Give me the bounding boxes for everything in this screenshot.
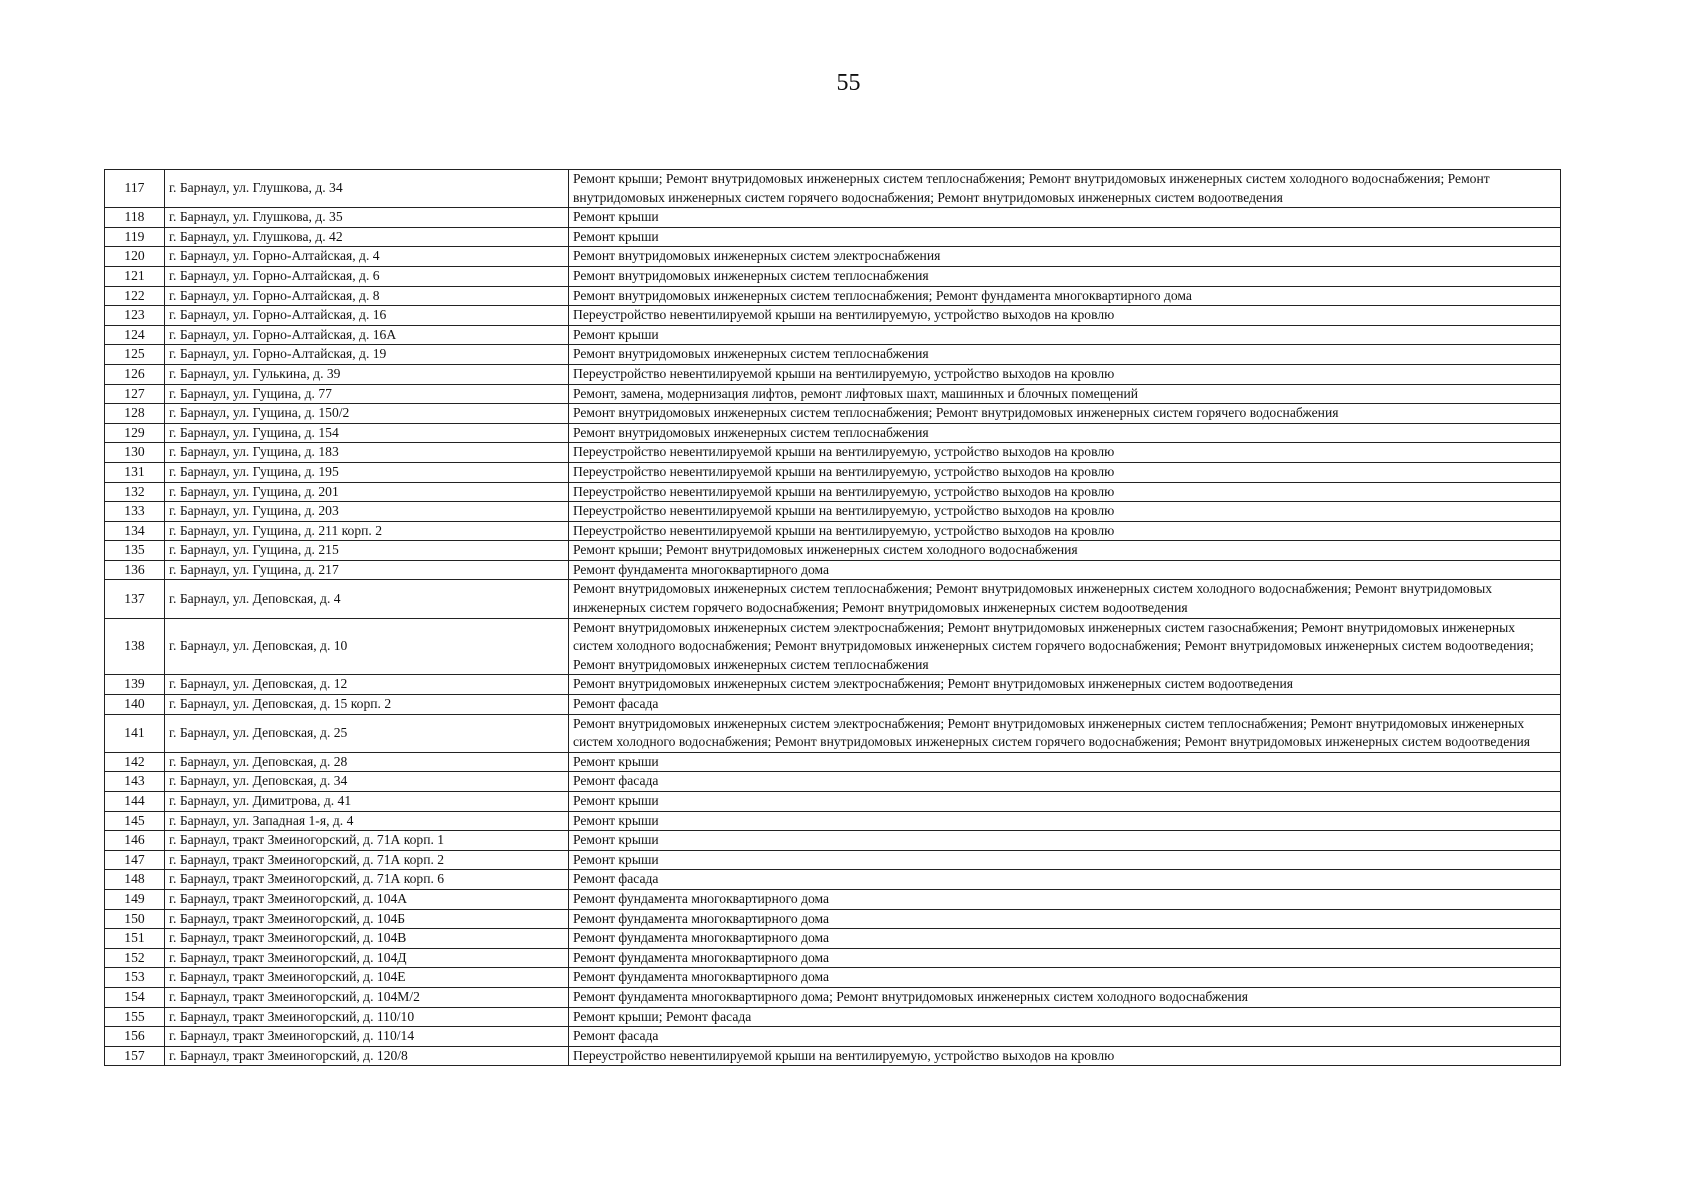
- row-number-cell: 152: [105, 948, 165, 968]
- row-number-cell: 154: [105, 987, 165, 1007]
- work-type-cell: Ремонт крыши; Ремонт фасада: [569, 1007, 1561, 1027]
- work-type-cell: Ремонт крыши: [569, 752, 1561, 772]
- row-number-cell: 149: [105, 889, 165, 909]
- work-type-cell: Ремонт внутридомовых инженерных систем теплоснабжения; Ремонт внутридомовых инженерных систем холодного водоснабжения; Ремонт внутридомовых инженерных систем горячего водоснабжения; Ремонт внутридомовых инженерных систем водоотведения: [569, 580, 1561, 618]
- work-type-cell: Ремонт крыши: [569, 831, 1561, 851]
- work-type-cell: Переустройство невентилируемой крыши на вентилируемую, устройство выходов на кровлю: [569, 521, 1561, 541]
- row-number-cell: 133: [105, 502, 165, 522]
- table-row: [105, 889, 1561, 909]
- table-row: [105, 772, 1561, 792]
- table-row: [105, 792, 1561, 812]
- work-type-cell: Ремонт внутридомовых инженерных систем теплоснабжения: [569, 423, 1561, 443]
- work-type-cell: Ремонт фундамента многоквартирного дома: [569, 968, 1561, 988]
- address-cell: г. Барнаул, ул. Димитрова, д. 41: [165, 792, 569, 812]
- row-number-cell: 145: [105, 811, 165, 831]
- work-type-cell: Ремонт фасада: [569, 695, 1561, 715]
- table-row: [105, 462, 1561, 482]
- address-cell: г. Барнаул, ул. Глушкова, д. 34: [165, 170, 569, 208]
- work-type-cell: Ремонт фундамента многоквартирного дома: [569, 929, 1561, 949]
- table-row: [105, 811, 1561, 831]
- row-number-cell: 131: [105, 462, 165, 482]
- table-row: [105, 364, 1561, 384]
- table-row: [105, 227, 1561, 247]
- work-type-cell: Ремонт внутридомовых инженерных систем теплоснабжения: [569, 266, 1561, 286]
- table-row: [105, 987, 1561, 1007]
- work-type-cell: Ремонт фасада: [569, 1027, 1561, 1047]
- work-type-cell: Переустройство невентилируемой крыши на вентилируемую, устройство выходов на кровлю: [569, 502, 1561, 522]
- address-cell: г. Барнаул, ул. Деповская, д. 28: [165, 752, 569, 772]
- row-number-cell: 134: [105, 521, 165, 541]
- address-cell: г. Барнаул, тракт Змеиногорский, д. 120/8: [165, 1046, 569, 1066]
- row-number-cell: 153: [105, 968, 165, 988]
- row-number-cell: 130: [105, 443, 165, 463]
- row-number-cell: 118: [105, 208, 165, 228]
- row-number-cell: 132: [105, 482, 165, 502]
- work-type-cell: Ремонт крыши: [569, 227, 1561, 247]
- row-number-cell: 119: [105, 227, 165, 247]
- table-row: [105, 208, 1561, 228]
- work-type-cell: Ремонт внутридомовых инженерных систем электроснабжения; Ремонт внутридомовых инженерных систем водоотведения: [569, 675, 1561, 695]
- table-row: [105, 870, 1561, 890]
- row-number-cell: 127: [105, 384, 165, 404]
- work-type-cell: Ремонт крыши; Ремонт внутридомовых инженерных систем холодного водоснабжения: [569, 541, 1561, 561]
- row-number-cell: 128: [105, 404, 165, 424]
- work-type-cell: Ремонт фасада: [569, 772, 1561, 792]
- address-cell: г. Барнаул, ул. Гущина, д. 150/2: [165, 404, 569, 424]
- row-number-cell: 117: [105, 170, 165, 208]
- table-row: [105, 850, 1561, 870]
- row-number-cell: 121: [105, 266, 165, 286]
- row-number-cell: 148: [105, 870, 165, 890]
- document-sheet: [104, 169, 1561, 1066]
- row-number-cell: 126: [105, 364, 165, 384]
- address-cell: г. Барнаул, ул. Деповская, д. 25: [165, 714, 569, 752]
- address-cell: г. Барнаул, ул. Гущина, д. 154: [165, 423, 569, 443]
- table-row: [105, 170, 1561, 208]
- table-row: [105, 695, 1561, 715]
- repair-table: [104, 169, 1561, 1066]
- work-type-cell: Ремонт крыши: [569, 325, 1561, 345]
- table-row: [105, 384, 1561, 404]
- row-number-cell: 129: [105, 423, 165, 443]
- table-row: [105, 325, 1561, 345]
- table-row: [105, 1046, 1561, 1066]
- address-cell: г. Барнаул, ул. Гущина, д. 215: [165, 541, 569, 561]
- address-cell: г. Барнаул, тракт Змеиногорский, д. 104В: [165, 929, 569, 949]
- address-cell: г. Барнаул, ул. Горно-Алтайская, д. 8: [165, 286, 569, 306]
- address-cell: г. Барнаул, ул. Гущина, д. 203: [165, 502, 569, 522]
- address-cell: г. Барнаул, тракт Змеиногорский, д. 110/10: [165, 1007, 569, 1027]
- row-number-cell: 151: [105, 929, 165, 949]
- table-row: [105, 247, 1561, 267]
- row-number-cell: 150: [105, 909, 165, 929]
- work-type-cell: Ремонт крыши: [569, 792, 1561, 812]
- address-cell: г. Барнаул, ул. Деповская, д. 15 корп. 2: [165, 695, 569, 715]
- work-type-cell: Ремонт фундамента многоквартирного дома; Ремонт внутридомовых инженерных систем холодного водоснабжения: [569, 987, 1561, 1007]
- table-row: [105, 929, 1561, 949]
- table-row: [105, 948, 1561, 968]
- work-type-cell: Ремонт крыши: [569, 811, 1561, 831]
- row-number-cell: 147: [105, 850, 165, 870]
- work-type-cell: Ремонт, замена, модернизация лифтов, ремонт лифтовых шахт, машинных и блочных помещений: [569, 384, 1561, 404]
- work-type-cell: Ремонт крыши; Ремонт внутридомовых инженерных систем теплоснабжения; Ремонт внутридомовых инженерных систем холодного водоснабжения; Ремонт внутридомовых инженерных систем горячего водоснабжения; Ремонт внутридомовых инженерных систем водоотведения: [569, 170, 1561, 208]
- work-type-cell: Ремонт внутридомовых инженерных систем электроснабжения: [569, 247, 1561, 267]
- table-row: [105, 502, 1561, 522]
- table-row: [105, 266, 1561, 286]
- row-number-cell: 122: [105, 286, 165, 306]
- address-cell: г. Барнаул, ул. Деповская, д. 34: [165, 772, 569, 792]
- table-row: [105, 482, 1561, 502]
- row-number-cell: 123: [105, 306, 165, 326]
- row-number-cell: 137: [105, 580, 165, 618]
- row-number-cell: 120: [105, 247, 165, 267]
- row-number-cell: 141: [105, 714, 165, 752]
- address-cell: г. Барнаул, ул. Гущина, д. 201: [165, 482, 569, 502]
- address-cell: г. Барнаул, ул. Гущина, д. 217: [165, 560, 569, 580]
- row-number-cell: 144: [105, 792, 165, 812]
- address-cell: г. Барнаул, ул. Деповская, д. 10: [165, 618, 569, 675]
- table-row: [105, 1007, 1561, 1027]
- work-type-cell: Переустройство невентилируемой крыши на вентилируемую, устройство выходов на кровлю: [569, 462, 1561, 482]
- address-cell: г. Барнаул, ул. Гущина, д. 195: [165, 462, 569, 482]
- table-row: [105, 560, 1561, 580]
- address-cell: г. Барнаул, ул. Гущина, д. 211 корп. 2: [165, 521, 569, 541]
- table-row: [105, 541, 1561, 561]
- work-type-cell: Ремонт крыши: [569, 208, 1561, 228]
- table-row: [105, 714, 1561, 752]
- address-cell: г. Барнаул, ул. Глушкова, д. 42: [165, 227, 569, 247]
- address-cell: г. Барнаул, ул. Горно-Алтайская, д. 6: [165, 266, 569, 286]
- work-type-cell: Переустройство невентилируемой крыши на вентилируемую, устройство выходов на кровлю: [569, 443, 1561, 463]
- address-cell: г. Барнаул, ул. Глушкова, д. 35: [165, 208, 569, 228]
- address-cell: г. Барнаул, ул. Горно-Алтайская, д. 19: [165, 345, 569, 365]
- work-type-cell: Ремонт внутридомовых инженерных систем теплоснабжения: [569, 345, 1561, 365]
- work-type-cell: Ремонт фундамента многоквартирного дома: [569, 889, 1561, 909]
- work-type-cell: Ремонт фундамента многоквартирного дома: [569, 560, 1561, 580]
- address-cell: г. Барнаул, тракт Змеиногорский, д. 110/14: [165, 1027, 569, 1047]
- address-cell: г. Барнаул, тракт Змеиногорский, д. 104Д: [165, 948, 569, 968]
- table-row: [105, 1027, 1561, 1047]
- address-cell: г. Барнаул, тракт Змеиногорский, д. 104Е: [165, 968, 569, 988]
- page-number: 55: [836, 70, 861, 96]
- table-row: [105, 443, 1561, 463]
- table-row: [105, 423, 1561, 443]
- row-number-cell: 124: [105, 325, 165, 345]
- address-cell: г. Барнаул, ул. Гущина, д. 183: [165, 443, 569, 463]
- table-row: [105, 831, 1561, 851]
- table-row: [105, 675, 1561, 695]
- row-number-cell: 146: [105, 831, 165, 851]
- address-cell: г. Барнаул, тракт Змеиногорский, д. 104М/2: [165, 987, 569, 1007]
- table-row: [105, 968, 1561, 988]
- row-number-cell: 157: [105, 1046, 165, 1066]
- work-type-cell: Ремонт фасада: [569, 870, 1561, 890]
- address-cell: г. Барнаул, тракт Змеиногорский, д. 104Б: [165, 909, 569, 929]
- address-cell: г. Барнаул, ул. Горно-Алтайская, д. 16А: [165, 325, 569, 345]
- table-row: [105, 580, 1561, 618]
- row-number-cell: 125: [105, 345, 165, 365]
- work-type-cell: Ремонт фундамента многоквартирного дома: [569, 948, 1561, 968]
- address-cell: г. Барнаул, ул. Горно-Алтайская, д. 4: [165, 247, 569, 267]
- address-cell: г. Барнаул, ул. Деповская, д. 12: [165, 675, 569, 695]
- work-type-cell: Ремонт внутридомовых инженерных систем электроснабжения; Ремонт внутридомовых инженерных систем теплоснабжения; Ремонт внутридомовых инженерных систем холодного водоснабжения; Ремонт внутридомовых инженерных систем горячего водоснабжения; Ремонт внутридомовых инженерных систем водоотведения: [569, 714, 1561, 752]
- work-type-cell: Переустройство невентилируемой крыши на вентилируемую, устройство выходов на кровлю: [569, 306, 1561, 326]
- table-row: [105, 909, 1561, 929]
- table-row: [105, 618, 1561, 675]
- work-type-cell: Ремонт фундамента многоквартирного дома: [569, 909, 1561, 929]
- row-number-cell: 136: [105, 560, 165, 580]
- work-type-cell: Переустройство невентилируемой крыши на вентилируемую, устройство выходов на кровлю: [569, 482, 1561, 502]
- address-cell: г. Барнаул, ул. Гулькина, д. 39: [165, 364, 569, 384]
- address-cell: г. Барнаул, ул. Горно-Алтайская, д. 16: [165, 306, 569, 326]
- repair-table-body: [105, 170, 1561, 1066]
- work-type-cell: Ремонт внутридомовых инженерных систем электроснабжения; Ремонт внутридомовых инженерных систем газоснабжения; Ремонт внутридомовых инженерных систем холодного водоснабжения; Ремонт внутридомовых инженерных систем горячего водоснабжения; Ремонт внутридомовых инженерных систем водоотведения; Ремонт внутридомовых инженерных систем теплоснабжения: [569, 618, 1561, 675]
- work-type-cell: Переустройство невентилируемой крыши на вентилируемую, устройство выходов на кровлю: [569, 364, 1561, 384]
- address-cell: г. Барнаул, тракт Змеиногорский, д. 104А: [165, 889, 569, 909]
- table-row: [105, 404, 1561, 424]
- row-number-cell: 140: [105, 695, 165, 715]
- table-row: [105, 345, 1561, 365]
- table-row: [105, 752, 1561, 772]
- row-number-cell: 135: [105, 541, 165, 561]
- row-number-cell: 143: [105, 772, 165, 792]
- address-cell: г. Барнаул, ул. Западная 1-я, д. 4: [165, 811, 569, 831]
- table-row: [105, 306, 1561, 326]
- address-cell: г. Барнаул, тракт Змеиногорский, д. 71А корп. 6: [165, 870, 569, 890]
- address-cell: г. Барнаул, тракт Змеиногорский, д. 71А корп. 2: [165, 850, 569, 870]
- work-type-cell: Переустройство невентилируемой крыши на вентилируемую, устройство выходов на кровлю: [569, 1046, 1561, 1066]
- table-row: [105, 286, 1561, 306]
- row-number-cell: 138: [105, 618, 165, 675]
- address-cell: г. Барнаул, ул. Гущина, д. 77: [165, 384, 569, 404]
- row-number-cell: 139: [105, 675, 165, 695]
- row-number-cell: 156: [105, 1027, 165, 1047]
- work-type-cell: Ремонт внутридомовых инженерных систем теплоснабжения; Ремонт внутридомовых инженерных систем горячего водоснабжения: [569, 404, 1561, 424]
- row-number-cell: 155: [105, 1007, 165, 1027]
- table-row: [105, 521, 1561, 541]
- work-type-cell: Ремонт крыши: [569, 850, 1561, 870]
- address-cell: г. Барнаул, ул. Деповская, д. 4: [165, 580, 569, 618]
- address-cell: г. Барнаул, тракт Змеиногорский, д. 71А корп. 1: [165, 831, 569, 851]
- work-type-cell: Ремонт внутридомовых инженерных систем теплоснабжения; Ремонт фундамента многоквартирного дома: [569, 286, 1561, 306]
- row-number-cell: 142: [105, 752, 165, 772]
